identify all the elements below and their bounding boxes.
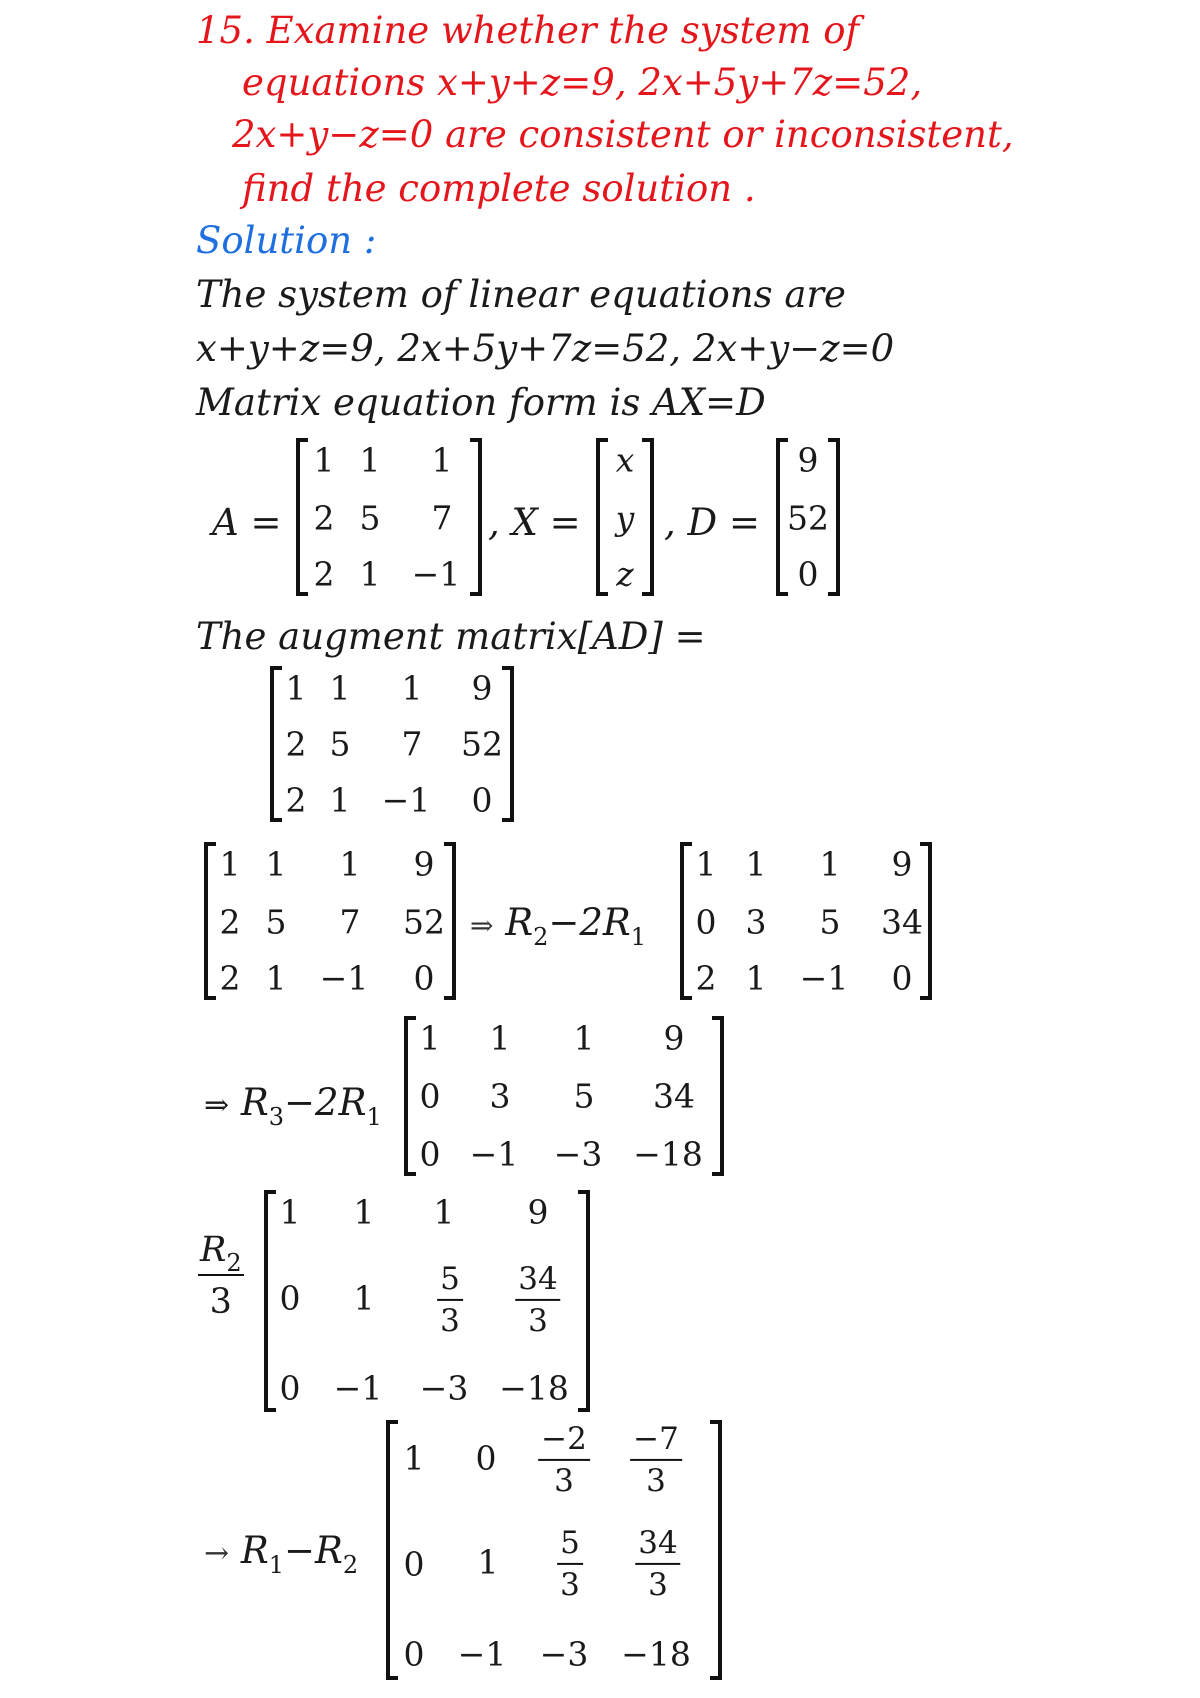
- matrix-cell: 1: [265, 958, 287, 998]
- matrix-cell: −1: [411, 554, 461, 594]
- matrix-cell: 5: [573, 1076, 595, 1116]
- fraction: [437, 1262, 463, 1338]
- step1-operation: [470, 901, 647, 951]
- matrix-cell: 1: [359, 440, 381, 480]
- matrix-cell: 0: [891, 958, 913, 998]
- step3-denominator: 3: [209, 1282, 232, 1322]
- step1-op-sub: 2: [533, 923, 549, 951]
- matrix-cell: 9: [797, 440, 819, 480]
- fraction-cell: [557, 1526, 583, 1602]
- body-line-3: Matrix equation form is AX=D: [196, 381, 766, 424]
- matrix-x-label: , X =: [488, 501, 581, 544]
- matrix-cell: 1: [219, 844, 241, 884]
- matrix-cell: 1: [401, 668, 423, 708]
- matrix-cell: 0: [471, 780, 493, 820]
- matrix-cell: 52: [787, 498, 829, 538]
- fraction: [538, 1422, 590, 1498]
- matrix-cell: 1: [695, 844, 717, 884]
- step4-operation: [204, 1529, 359, 1579]
- fraction-cell: [635, 1526, 680, 1602]
- fraction-cell: [630, 1422, 682, 1498]
- matrix-cell: −1: [799, 958, 849, 998]
- matrix-cell: 34: [653, 1076, 695, 1116]
- matrix-cell: 5: [359, 498, 381, 538]
- matrix-cell: 9: [663, 1018, 685, 1058]
- step4-op-mid: −R: [284, 1529, 343, 1572]
- matrix-cell: 1: [339, 844, 361, 884]
- matrix-cell: 0: [695, 902, 717, 942]
- fraction-numerator: −2: [538, 1422, 590, 1461]
- matrix-cell: −1: [333, 1368, 383, 1408]
- matrix-cell: 1: [745, 844, 767, 884]
- matrix-cell: −1: [381, 780, 431, 820]
- matrix-cell: 3: [745, 902, 767, 942]
- matrix-cell: 1: [353, 1278, 375, 1318]
- matrix-cell: 1: [359, 554, 381, 594]
- matrix-cell: −1: [457, 1634, 507, 1674]
- matrix-cell: 9: [413, 844, 435, 884]
- matrix-x: [596, 442, 654, 592]
- matrix-cell: y: [615, 498, 635, 538]
- matrix-cell: 2: [285, 724, 307, 764]
- matrix-cell: 1: [353, 1192, 375, 1232]
- matrix-cell: 2: [313, 554, 335, 594]
- fraction: [630, 1422, 682, 1498]
- matrix-cell: 2: [695, 958, 717, 998]
- matrix-cell: 0: [279, 1278, 301, 1318]
- step1-op-mid: −2R: [548, 901, 631, 944]
- step3-matrix: [264, 1194, 590, 1408]
- matrix-cell: 0: [475, 1438, 497, 1478]
- step1-matrix-after: [680, 846, 932, 996]
- matrix-cell: 7: [401, 724, 423, 764]
- matrix-cell: 1: [265, 844, 287, 884]
- matrix-cell: 1: [329, 668, 351, 708]
- matrix-d: [776, 442, 840, 592]
- fraction-denominator: 3: [554, 1463, 574, 1499]
- matrix-cell: 1: [285, 668, 307, 708]
- fraction-cell: [538, 1422, 590, 1498]
- matrix-cell: 52: [403, 902, 445, 942]
- fraction-cell: [437, 1262, 463, 1338]
- matrix-cell: 0: [403, 1544, 425, 1584]
- matrix-cell: 7: [339, 902, 361, 942]
- fraction-denominator: 3: [440, 1303, 460, 1339]
- matrix-cell: 2: [313, 498, 335, 538]
- matrix-cell: 1: [329, 780, 351, 820]
- step2-op-mid: −2R: [284, 1081, 367, 1124]
- matrix-cell: 0: [279, 1368, 301, 1408]
- fraction-numerator: 5: [437, 1262, 463, 1301]
- matrix-cell: 2: [285, 780, 307, 820]
- matrix-cell: 0: [797, 554, 819, 594]
- matrix-a-label: A =: [212, 501, 282, 544]
- step2-arrow-icon: ⇒: [204, 1088, 230, 1123]
- matrix-a: [296, 442, 482, 592]
- matrix-cell: 1: [313, 440, 335, 480]
- step1-arrow-icon: ⇒: [470, 909, 494, 942]
- body-line-2: x+y+z=9, 2x+5y+7z=52, 2x+y−z=0: [196, 327, 895, 370]
- matrix-cell: 1: [279, 1192, 301, 1232]
- step3-op-sub: 2: [226, 1249, 242, 1277]
- question-line-3: 2x+y−z=0 are consistent or inconsistent,: [232, 113, 1014, 156]
- matrix-cell: 9: [471, 668, 493, 708]
- solution-label: Solution :: [196, 219, 377, 262]
- matrix-cell: 1: [403, 1438, 425, 1478]
- body-line-1: The system of linear equations are: [196, 273, 846, 316]
- matrix-cell: 2: [219, 958, 241, 998]
- fraction-denominator: 3: [560, 1567, 580, 1603]
- matrix-cell: 0: [419, 1076, 441, 1116]
- matrix-cell: 0: [413, 958, 435, 998]
- matrix-cell: z: [616, 554, 634, 594]
- step4-matrix: [386, 1420, 722, 1676]
- matrix-cell: 52: [461, 724, 503, 764]
- matrix-cell: 1: [745, 958, 767, 998]
- fraction-numerator: −7: [630, 1422, 682, 1461]
- matrix-cell: −3: [539, 1634, 589, 1674]
- step2-matrix: [404, 1020, 724, 1172]
- matrix-cell: 7: [431, 498, 453, 538]
- step4-op-sub: 1: [268, 1551, 285, 1579]
- step3-operation: [198, 1230, 244, 1322]
- step2-op-r: R: [240, 1081, 269, 1124]
- fraction-denominator: 3: [648, 1567, 668, 1603]
- matrix-cell: −1: [319, 958, 369, 998]
- fraction-numerator: 34: [515, 1262, 560, 1301]
- augmented-matrix: [270, 670, 514, 818]
- matrix-cell: 0: [403, 1634, 425, 1674]
- matrix-cell: 5: [329, 724, 351, 764]
- matrix-cell: 2: [219, 902, 241, 942]
- fraction-numerator: 5: [557, 1526, 583, 1565]
- question-line-1: 15. Examine whether the system of: [196, 9, 860, 52]
- fraction: [635, 1526, 680, 1602]
- matrix-cell: 1: [433, 1192, 455, 1232]
- step4-op-sub: 2: [342, 1551, 359, 1579]
- fraction-numerator: 34: [635, 1526, 680, 1565]
- question-line-2: equations x+y+z=9, 2x+5y+7z=52,: [242, 61, 923, 104]
- matrix-cell: 1: [819, 844, 841, 884]
- matrix-cell: 1: [431, 440, 453, 480]
- step1-op-sub: 1: [630, 923, 647, 951]
- fraction-denominator: 3: [528, 1303, 548, 1339]
- augment-label: The augment matrix[AD] =: [196, 615, 706, 658]
- matrix-cell: −18: [621, 1634, 691, 1674]
- step3-op-r: R: [200, 1230, 227, 1270]
- step4-op-r: R: [240, 1529, 269, 1572]
- matrix-d-label: , D =: [664, 501, 760, 544]
- matrix-cell: 5: [265, 902, 287, 942]
- matrix-cell: 34: [881, 902, 923, 942]
- step4-arrow-icon: →: [204, 1536, 230, 1571]
- step2-op-sub: 3: [268, 1103, 285, 1131]
- step3-numerator: [198, 1230, 244, 1276]
- matrix-cell: −18: [633, 1134, 703, 1174]
- fraction: [557, 1526, 583, 1602]
- step1-op-r: R: [505, 901, 534, 944]
- question-line-4: find the complete solution .: [242, 167, 756, 210]
- matrix-cell: −3: [553, 1134, 603, 1174]
- matrix-cell: −1: [469, 1134, 519, 1174]
- matrix-cell: 3: [489, 1076, 511, 1116]
- matrix-cell: −3: [419, 1368, 469, 1408]
- step2-op-sub: 1: [366, 1103, 382, 1131]
- matrix-cell: −18: [499, 1368, 569, 1408]
- matrix-cell: 9: [891, 844, 913, 884]
- matrix-cell: x: [615, 440, 635, 480]
- matrix-cell: 1: [477, 1542, 499, 1582]
- fraction-denominator: 3: [646, 1463, 666, 1499]
- fraction: [515, 1262, 560, 1338]
- matrix-cell: 0: [419, 1134, 441, 1174]
- matrix-cell: 1: [573, 1018, 595, 1058]
- matrix-cell: 9: [527, 1192, 549, 1232]
- step2-operation: [204, 1081, 382, 1131]
- step1-matrix-before: [204, 846, 456, 996]
- matrix-cell: 1: [489, 1018, 511, 1058]
- fraction-cell: [515, 1262, 560, 1338]
- matrix-cell: 5: [819, 902, 841, 942]
- matrix-cell: 1: [419, 1018, 441, 1058]
